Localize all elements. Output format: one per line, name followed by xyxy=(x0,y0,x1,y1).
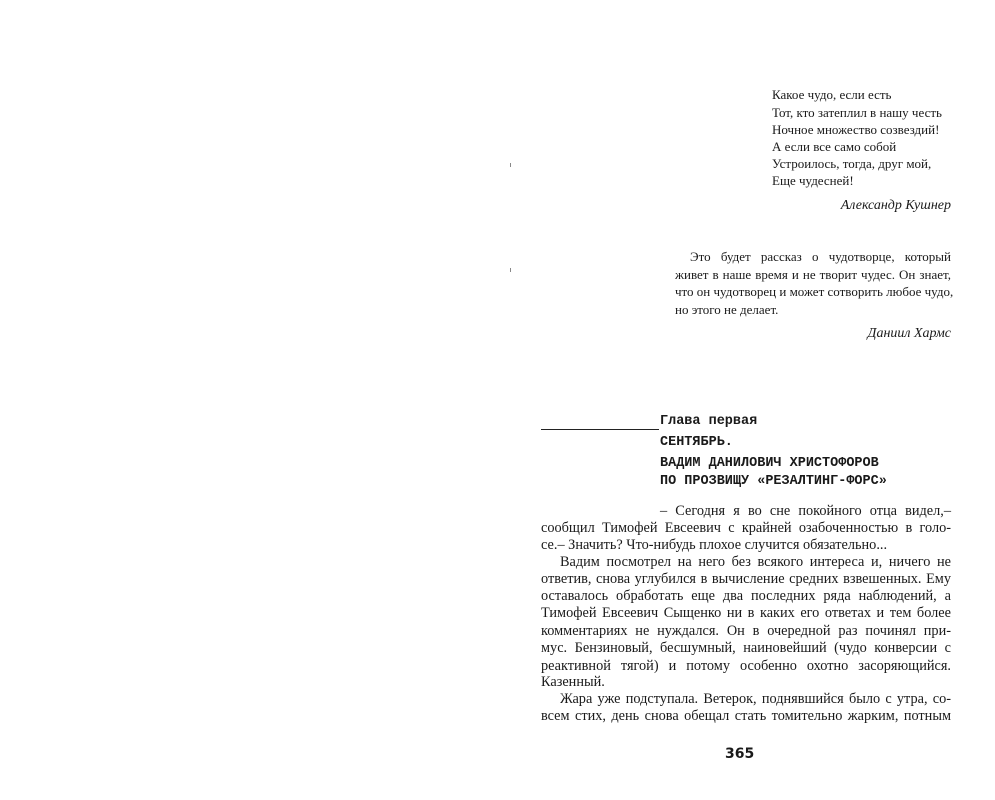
scan-speck xyxy=(510,268,511,272)
poem-line: Ночное множество созвездий! xyxy=(772,122,940,137)
poem-author: Александр Кушнер xyxy=(840,198,951,213)
body-line: Жара уже подступала. Ветерок, поднявшийся было с утра, со- xyxy=(560,691,951,707)
heading-rule xyxy=(541,429,659,430)
poem-line: Какое чудо, если есть xyxy=(772,87,892,102)
prose-line: живет в наше время и не творит чудес. Он знает, xyxy=(675,267,951,282)
body-line: реактивной тягой) и потому особенно охотно засоряющийся. xyxy=(541,658,951,674)
prose-line: но этого не делает. xyxy=(675,302,779,317)
chapter-title-line: ПО ПРОЗВИЩУ «РЕЗАЛТИНГ-ФОРС» xyxy=(660,474,887,489)
poem-line: А если все само собой xyxy=(772,139,897,154)
body-line: Тимофей Евсеевич Сыщенко ни в каких его ответах и тем более xyxy=(541,605,951,621)
body-line: Казенный. xyxy=(541,674,605,690)
body-line: сообщил Тимофей Евсеевич с крайней озабоченностью в голо- xyxy=(541,520,951,536)
chapter-number: Глава первая xyxy=(660,414,758,429)
prose-line: что он чудотворец и может сотворить любое чудо, xyxy=(675,284,954,299)
body-line: Вадим посмотрел на него без всякого интереса и, ничего не xyxy=(560,554,951,570)
poem-line: Еще чудесней! xyxy=(772,173,854,188)
scan-speck xyxy=(510,163,511,167)
body-line: мус. Бензиновый, бесшумный, наиновейший (чудо конверсии с xyxy=(541,640,951,656)
body-line: се.– Значить? Что-нибудь плохое случится обязательно... xyxy=(541,537,888,553)
poem-line: Тот, кто затеплил в нашу честь xyxy=(772,105,942,120)
body-line: ответив, снова углубился в вычисление средних взвешенных. Ему xyxy=(541,571,951,587)
poem-line: Устроилось, тогда, друг мой, xyxy=(772,156,932,171)
body-line: всем стих, день снова обещал стать томительно жарким, потным xyxy=(541,708,951,724)
prose-line: Это будет рассказ о чудотворце, который xyxy=(690,249,951,264)
chapter-title-line: ВАДИМ ДАНИЛОВИЧ ХРИСТОФОРОВ xyxy=(660,456,879,471)
chapter-title-line: СЕНТЯБРЬ. xyxy=(660,435,733,450)
prose-author: Даниил Хармс xyxy=(867,326,951,341)
body-line: комментариях не нуждался. Он в очередной раз починял при- xyxy=(541,623,951,639)
body-line: – Сегодня я во сне покойного отца видел,– xyxy=(660,503,951,519)
body-line: оставалось обработать еще два последних ряда наблюдений, а xyxy=(541,588,951,604)
page-number: 365 xyxy=(725,746,755,762)
